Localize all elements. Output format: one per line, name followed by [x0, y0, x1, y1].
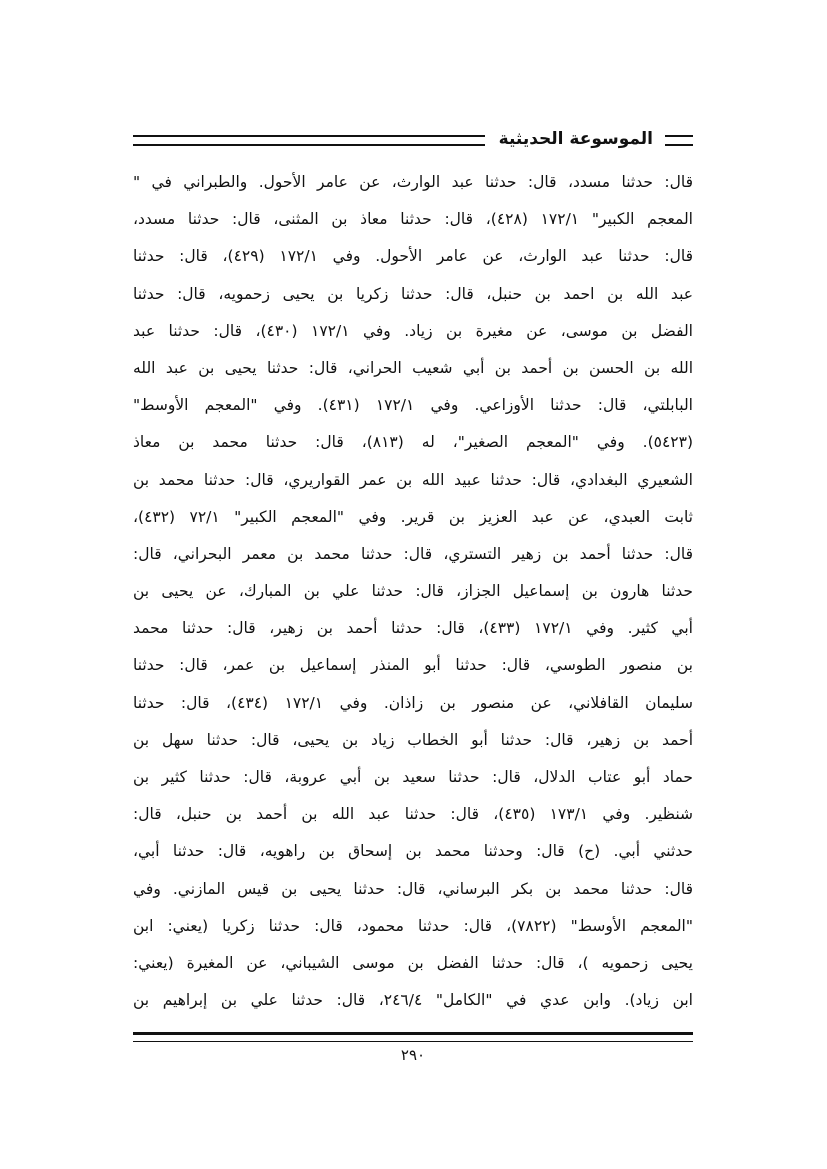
running-header [133, 126, 693, 152]
text-line: البابلتي، قال: حدثنا الأوزاعي. وفي ١٧٢/١ (٤٣١). وفي "المعجم الأوسط" [133, 396, 693, 415]
header-rule-right [665, 135, 693, 146]
text-line: حماد أبو عتاب الدلال، قال: حدثنا سعيد بن أبي عروبة، قال: حدثنا كثير بن [133, 768, 693, 786]
text-line: "المعجم الأوسط" (٧٨٢٢)، قال: حدثنا محمود، قال: حدثنا زكريا (يعني: ابن [133, 916, 693, 935]
text-line: قال: حدثنا أحمد بن زهير التستري، قال: حدثنا محمد بن معمر البحراني، قال: [133, 544, 693, 563]
header-title: الموسوعة الحديثية [498, 129, 653, 149]
text-line: أحمد بن زهير، قال: حدثنا أبو الخطاب زياد بن يحيى، قال: حدثنا سهل بن [133, 730, 693, 749]
text-line: حدثنا هارون بن إسماعيل الجزاز، قال: حدثنا علي بن المبارك، عن يحيى بن [133, 582, 693, 601]
body-text [133, 164, 693, 1019]
text-line: الشعيري البغدادي، قال: حدثنا عبيد الله بن عمر القواريري، قال: حدثنا محمد بن [133, 470, 693, 489]
text-line: قال: حدثنا محمد بن بكر البرساني، قال: حدثنا يحيى بن قيس المازني. وفي [133, 879, 693, 898]
text-line: حدثني أبي. (ح) قال: وحدثنا محمد بن إسحاق بن راهويه، قال: حدثنا أبي، [133, 842, 693, 861]
text-line: قال: حدثنا مسدد، قال: حدثنا عبد الوارث، عن عامر الأحول. والطبراني في " [133, 173, 693, 191]
text-line: ثابت العبدي، عن عبد العزيز بن قرير. وفي "المعجم الكبير" ٧٢/١ (٤٣٢)، [133, 507, 693, 526]
text-line: قال: حدثنا عبد الوارث، عن عامر الأحول. وفي ١٧٢/١ (٤٢٩)، قال: حدثنا [133, 247, 693, 266]
text-line: الله بن الحسن بن أحمد بن أبي شعيب الحراني، قال: حدثنا يحيى بن عبد الله [133, 358, 693, 377]
text-line: المعجم الكبير" ١٧٢/١ (٤٢٨)، قال: حدثنا معاذ بن المثنى، قال: حدثنا مسدد، [133, 210, 693, 229]
text-line: سليمان القافلاني، عن منصور بن زاذان. وفي ١٧٢/١ (٤٣٤)، قال: حدثنا [133, 693, 693, 712]
page-number: ٢٩٠ [400, 1046, 426, 1064]
text-line: (٥٤٢٣). وفي "المعجم الصغير"، له (٨١٣)، قال: حدثنا محمد بن معاذ [133, 433, 693, 452]
text-line: ابن زياد). وابن عدي في "الكامل" ٢٤٦/٤، قال: حدثنا علي بن إبراهيم بن [133, 991, 693, 1010]
footer-rule [133, 1032, 693, 1042]
text-line: يحيى زحمويه )، قال: حدثنا الفضل بن موسى الشيباني، عن المغيرة (يعني: [133, 953, 693, 972]
text-line: شنظير. وفي ١٧٣/١ (٤٣٥)، قال: حدثنا عبد الله بن أحمد بن حنبل، قال: [133, 805, 693, 824]
text-line: عبد الله بن احمد بن حنبل، قال: حدثنا زكريا بن يحيى زحمويه، قال: حدثنا [133, 284, 693, 303]
text-line: أبي كثير. وفي ١٧٢/١ (٤٣٣)، قال: حدثنا أحمد بن زهير، قال: حدثنا محمد [133, 619, 693, 638]
header-rule-left [133, 135, 485, 146]
text-line: الفضل بن موسى، عن مغيرة بن زياد. وفي ١٧٢/١ (٤٣٠)، قال: حدثنا عبد [133, 321, 693, 340]
text-line: بن منصور الطوسي، قال: حدثنا أبو المنذر إسماعيل بن عمر، قال: حدثنا [133, 656, 693, 675]
